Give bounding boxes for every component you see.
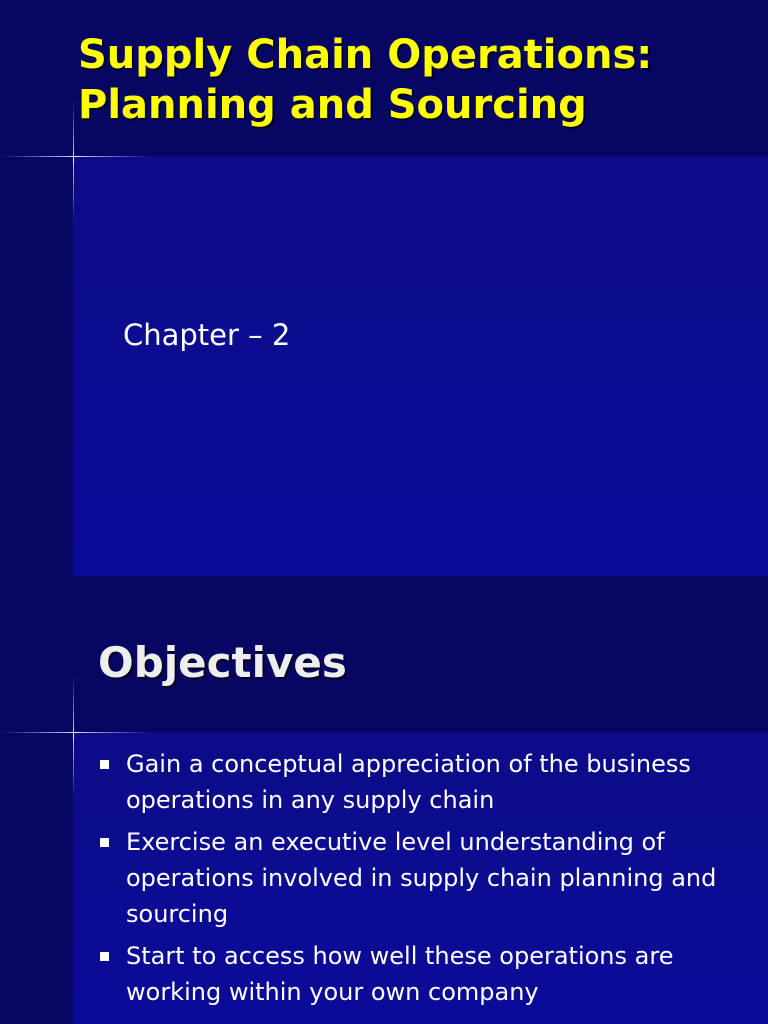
list-item-text: Gain a conceptual appreciation of the business operations in any supply chain <box>126 750 691 814</box>
objectives-list <box>98 746 738 1016</box>
sparkle-horizontal-line <box>0 156 150 157</box>
left-band <box>0 156 73 576</box>
list-item-text: Start to access how well these operations are working within your own company <box>126 942 674 1006</box>
square-bullet-icon <box>100 760 109 769</box>
title-line-1: Supply Chain Operations: <box>78 32 653 78</box>
chapter-subtitle: Chapter – 2 <box>123 318 291 352</box>
left-band <box>0 732 73 1024</box>
title-line-2: Planning and Sourcing <box>78 82 587 128</box>
sparkle-vertical-line <box>73 100 74 220</box>
list-item <box>98 824 738 932</box>
slide-objectives <box>0 576 768 1024</box>
square-bullet-icon <box>100 838 109 847</box>
slide-title-heading <box>78 30 758 130</box>
sparkle-horizontal-line <box>0 732 150 733</box>
list-item <box>98 938 738 1010</box>
content-area <box>73 156 768 576</box>
list-item-text: Exercise an executive level understanding of operations involved in supply chain planning and sourcing <box>126 828 717 928</box>
sparkle-vertical-line <box>73 676 74 796</box>
list-item <box>98 746 738 818</box>
square-bullet-icon <box>100 952 109 961</box>
objectives-heading: Objectives <box>98 638 347 687</box>
